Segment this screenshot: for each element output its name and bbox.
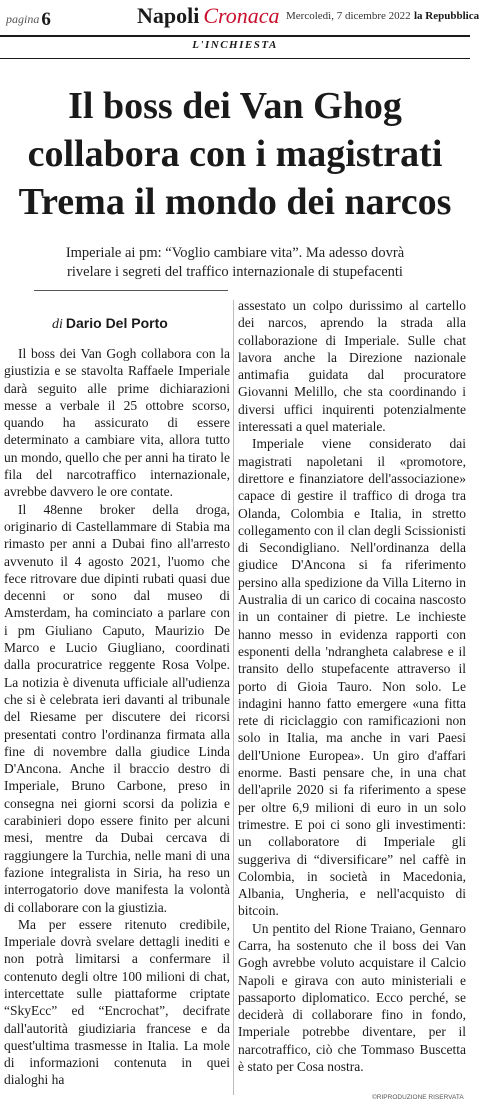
subheadline-line: Imperiale ai pm: “Voglio cambiare vita”. Ma adesso dovrà	[65, 245, 405, 261]
page-label: pagina	[6, 12, 40, 26]
copyright-notice: ©RIPRODUZIONE RISERVATA	[372, 1094, 464, 1101]
headline-line: Trema il mondo dei narcos	[18, 181, 452, 223]
rubric-rule	[0, 58, 470, 59]
author-name: Dario Del Porto	[65, 315, 168, 331]
issue-date: Mercoledì, 7 dicembre 2022	[286, 10, 411, 22]
headline-line: collabora con i magistrati	[27, 133, 443, 175]
subheadline	[0, 244, 470, 282]
subsection-name: Cronaca	[203, 3, 280, 28]
rubric-label: L'INCHIESTA	[192, 39, 278, 51]
headline	[0, 82, 470, 226]
article-column-left	[4, 345, 230, 1089]
headline-line: Il boss dei Van Ghog	[68, 85, 402, 127]
article-paragraph: Imperiale viene considerato dai magistrati napoletani il «promotore, direttore e finanziatore dell'associazione» capace di gestire il traffico di droga tra Olanda, Colombia e Italia, in stretto collegamento con il clan degli Scissionisti di Secondigliano. Nell'ordinanza della giudice D'Ancona si fa riferimento persino alla spedizione da Villa Literno in Australia di un carico di cocaina nascosto in un container di pietre. Le inchieste hanno messo in evidenza rapporti con esponenti della 'ndrangheta calabrese e il transito dello stupefacente attraverso il porto di Gioia Tauro. Non solo. Le indagini hanno fatto emergere «una fitta rete di riciclaggio con ramificazioni non solo in Italia, ma anche in vari Paesi dell'Unione Europea». Un giro d'affari enorme. Basti pensare che, in una chat dell'aprile 2020 si fa riferimento a spese per oltre 6,9 milioni di euro in un solo trimestre. E poi ci sono gli investimenti: un collaboratore di Imperiale gli suggeriva di “diversificare” nel caffè in Colombia, in società in Macedonia, Albania, Ungheria, e nell'acquisto di bitcoin.	[238, 436, 466, 919]
page-number-value: 6	[41, 9, 51, 30]
article-paragraph: Il 48enne broker della droga, originario di Castellammare di Stabia ma rimasto per anni a Dubai fino all'arresto avvenuto il 4 agosto 2021, l'uomo che fece ritrovare due dipinti rubati quasi due decenni or sono dal museo di Amsterdam, ha cominciato a parlare con i pm Giuliano Caputo, Maurizio De Marco e Lucio Giugliano, coordinati dalla procuratrice reggente Rosa Volpe. La notizia è divenuta ufficiale all'udienza che si è celebrata ieri davanti al tribunale del Riesame per discutere dei ricorsi presentati contro l'ordinanza firmata alla fine di novembre dalla giudice Linda D'Ancona. Anche il braccio destro di Imperiale, Bruno Carbone, preso in consegna nei giorni scorsi da polizia e carabinieri dopo essere finito per alcuni mesi, mentre da Dubai cercava di raggiungere la Turchia, nelle mani di una fazione integralista in Siria, ha reso un interrogatorio dove manifesta la volontà di collaborare con la giustizia.	[4, 501, 230, 915]
byline-prefix: di	[52, 317, 63, 332]
newspaper-logo: la Repubblica	[414, 10, 479, 22]
article-paragraph: Il boss dei Van Gogh collabora con la giustizia e se stavolta Raffaele Imperiale darà seguito alle prime dichiarazioni messe a verbale il 25 ottobre scorso, quando ha assicurato di essere determinato a cambiare vita, allora tutto un mondo, quello che per anni ha tirato le fila del narcotraffico internazionale, avrebbe davvero le ore contate.	[4, 346, 230, 500]
section-title	[137, 3, 280, 29]
column-divider	[233, 300, 234, 1095]
article-column-right	[238, 297, 466, 1075]
article-paragraph: Ma per essere ritenuto credibile, Imperiale dovrà svelare dettagli inediti e non potrà limitarsi a confermare il contenuto degli oltre 100 milioni di chat, intercettate sulle piattaforme criptate “SkyEcc” ed “Encrochat”, decifrate dall'autorità giudiziaria francese e da quest'ultima trasmesse in Italia. La mole di informazioni contenuta in quei dialoghi ha	[4, 916, 230, 1088]
page-number	[6, 7, 51, 29]
byline-rule	[34, 290, 228, 291]
section-name: Napoli	[137, 3, 200, 28]
article-paragraph: Un pentito del Rione Traiano, Gennaro Carra, ha sostenuto che il boss dei Van Gogh avrebbe voluto acquistare il Calcio Napoli e girava con auto ministeriali e passaporto diplomatico. Ecco perché, se deciderà di collaborare fino in fondo, Imperiale potrebbe diventare, per il narcotraffico, ciò che Tommaso Buscetta è stato per Cosa nostra.	[238, 920, 466, 1075]
article-paragraph: assestato un colpo durissimo al cartello dei narcos, aprendo la strada alla collaborazione di Imperiale. Sulle chat lavora anche la Direzione nazionale antimafia guidata dal procuratore Giovanni Melillo, che sta coordinando i diversi uffici inquirenti potenzialmente interessati a quel materiale.	[238, 298, 466, 435]
byline	[52, 315, 168, 333]
subheadline-line: rivelare i segreti del traffico internazionale di stupefacenti	[67, 264, 403, 280]
page-header	[0, 0, 479, 34]
header-rule	[0, 35, 470, 37]
